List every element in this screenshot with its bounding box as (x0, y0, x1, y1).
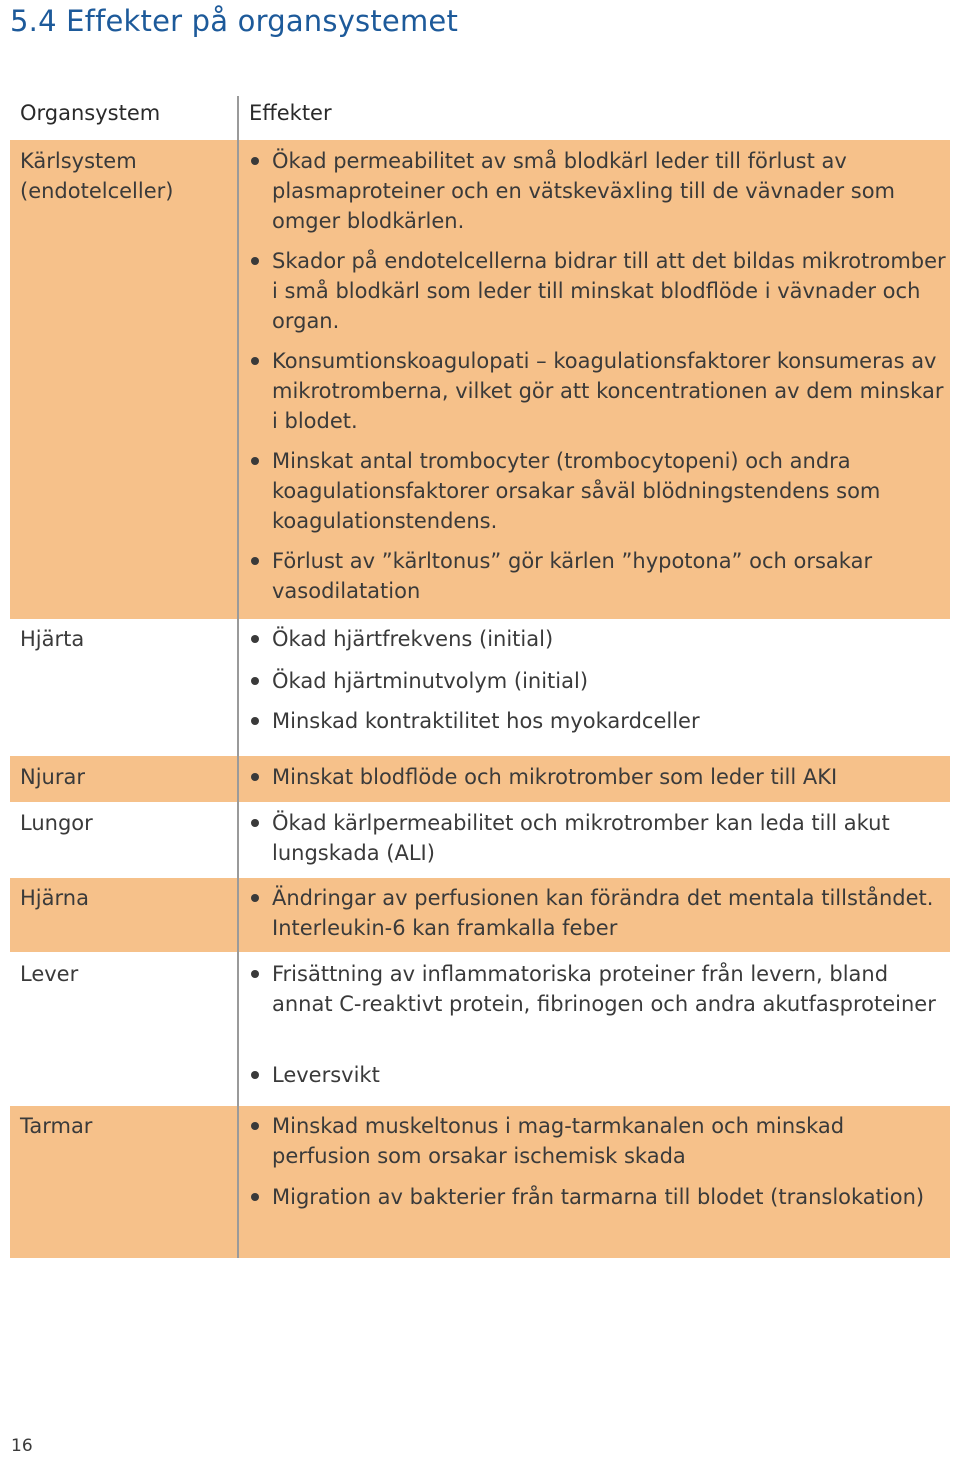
effect-item (249, 959, 949, 1019)
effect-text: Minskad kontraktilitet hos myokardceller (272, 709, 700, 733)
bullet-icon (251, 635, 259, 643)
effect-text: Ökad hjärtminutvolym (initial) (272, 669, 589, 693)
effect-item (249, 346, 949, 436)
effect-item (249, 1182, 949, 1212)
bullet-icon (251, 157, 259, 165)
organ-label-tarmar: Tarmar (20, 1114, 93, 1138)
organ-label-hjarta: Hjärta (20, 627, 85, 651)
effect-text: Minskad muskeltonus i mag-tarmkanalen och minskad perfusion som orsakar ischemisk skada (272, 1114, 845, 1168)
effect-text: Ökad kärlpermeabilitet och mikrotromber kan leda till akut lungskada (ALI) (272, 811, 890, 865)
effect-text: Migration av bakterier från tarmarna till blodet (translokation) (272, 1185, 925, 1209)
bullet-icon (251, 970, 259, 978)
effect-item (249, 706, 949, 736)
effect-text: Förlust av ”kärltonus” gör kärlen ”hypotona” och orsakar vasodilatation (272, 549, 873, 603)
bullet-icon (251, 557, 259, 565)
effect-item (249, 1111, 949, 1171)
bullet-icon (251, 773, 259, 781)
effect-item (249, 624, 949, 654)
page-number: 16 (11, 1436, 33, 1456)
effect-item (249, 808, 949, 868)
effect-text: Minskat antal trombocyter (trombocytopeni) och andra koagulationsfaktorer orsakar såväl blödningstendens som koagulationstendens. (272, 449, 881, 533)
effect-item (249, 546, 949, 606)
bullet-icon (251, 677, 259, 685)
bullet-icon (251, 257, 259, 265)
effect-text: Skador på endotelcellerna bidrar till att det bildas mikrotromber i små blodkärl som leder till minskat blodflöde i vävnader och organ. (272, 249, 946, 333)
page-title: 5.4 Effekter på organsystemet (10, 4, 459, 38)
bullet-icon (251, 1122, 259, 1130)
effect-text: Ökad hjärtfrekvens (initial) (272, 627, 554, 651)
bullet-icon (251, 457, 259, 465)
effect-item (249, 762, 949, 792)
effect-item (249, 1060, 949, 1090)
effect-text: Ökad permeabilitet av små blodkärl leder till förlust av plasmaproteiner och en vätskeväxling till de vävnader som omger blodkärlen. (272, 149, 896, 233)
column-divider (237, 96, 239, 1258)
bullet-icon (251, 717, 259, 725)
bullet-icon (251, 1071, 259, 1079)
organ-label-karlsystem: Kärlsystem (endotelceller) (20, 149, 174, 203)
bullet-icon (251, 357, 259, 365)
organ-label-lever: Lever (20, 962, 79, 986)
effect-item (249, 146, 949, 236)
effect-item (249, 883, 949, 943)
organ-label-njurar: Njurar (20, 765, 85, 789)
effect-item (249, 666, 949, 696)
effect-item (249, 246, 949, 336)
column-header-organ: Organsystem (20, 101, 161, 125)
bullet-icon (251, 819, 259, 827)
effect-item (249, 446, 949, 536)
bullet-icon (251, 894, 259, 902)
bullet-icon (251, 1193, 259, 1201)
effect-text: Ändringar av perfusionen kan förändra det mentala tillståndet. Interleukin-6 kan framkalla feber (272, 886, 934, 940)
effect-text: Frisättning av inflammatoriska proteiner från levern, bland annat C-reaktivt protein, fibrinogen och andra akutfasproteiner (272, 962, 936, 1016)
effect-text: Konsumtionskoagulopati – koagulationsfaktorer konsumeras av mikrotromberna, vilket gör att koncentrationen av dem minskar i blodet. (272, 349, 944, 433)
column-header-effects: Effekter (249, 101, 332, 125)
organ-label-hjarna: Hjärna (20, 886, 89, 910)
effect-text: Minskat blodflöde och mikrotromber som leder till AKI (272, 765, 838, 789)
organ-label-lungor: Lungor (20, 811, 93, 835)
effect-text: Leversvikt (272, 1063, 380, 1087)
